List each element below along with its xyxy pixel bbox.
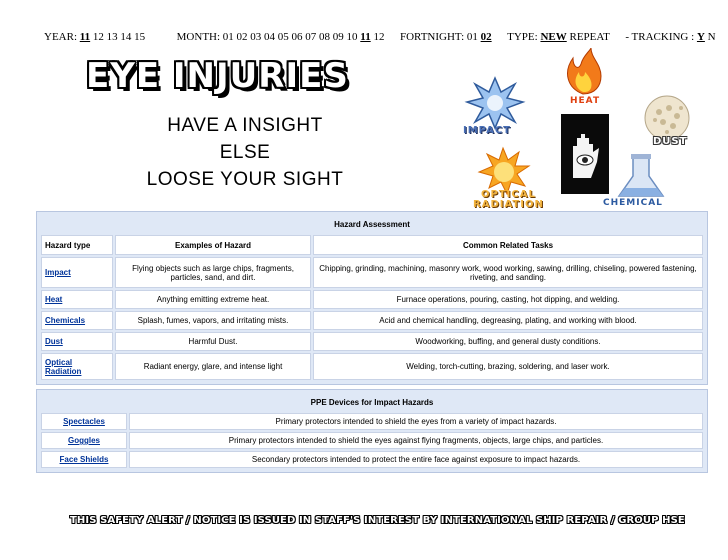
month-selected: 11 [360,31,371,43]
year-label: YEAR: [44,31,77,43]
tracking-selected: Y [696,31,705,43]
type-label: TYPE: [507,31,538,43]
month-options-after: 12 [373,31,385,43]
table-row [41,290,703,309]
hazard-example: Splash, fumes, vapors, and irritating mists. [115,311,311,330]
hazard-tasks: Furnace operations, pouring, casting, hot dipping, and welding. [313,290,703,309]
hazard-tasks: Chipping, grinding, machining, masonry work, wood working, sawing, drilling, chiseling, powered fastening, riveting, and sanding. [313,257,703,288]
ppe-link-spectacles[interactable]: Spectacles [41,413,127,430]
hazard-tasks: Welding, torch-cutting, brazing, soldering, and laser work. [313,353,703,380]
table-row [41,332,703,351]
hazard-example: Anything emitting extreme heat. [115,290,311,309]
heat-icon [568,48,601,94]
slogan-line-1: HAVE A INSIGHT [167,115,323,136]
chemical-icon [619,154,663,196]
month-label: MONTH: [176,31,221,43]
hazard-link-optical-radiation[interactable]: Optical Radiation [41,353,113,380]
fortnight-selected: 02 [480,31,492,43]
ppe-link-goggles[interactable]: Goggles [41,432,127,449]
header-tasks: Common Related Tasks [313,235,703,255]
header-hazard-type: Hazard type [41,235,113,255]
optical-radiation-icon-label [473,190,544,210]
hazard-tasks: Woodworking, buffing, and general dusty conditions. [313,332,703,351]
year-options: 12 13 14 15 [92,31,146,43]
hazard-link-dust[interactable]: Dust [41,332,113,351]
slogan-line-3: LOOSE YOUR SIGHT [146,169,344,190]
year-selected: 11 [79,31,91,43]
header-examples: Examples of Hazard [115,235,311,255]
table-row [41,432,703,449]
ppe-description: Secondary protectors intended to protect the entire face against exposure to impact hazards. [129,451,703,468]
impact-icon-label: IMPACT [463,125,511,136]
hazard-assessment-table [36,211,708,385]
table-row [41,353,703,380]
hazard-table-caption: Hazard Assessment [41,216,703,233]
optical-label-line-1: OPTICAL [481,189,536,200]
table-row [41,451,703,468]
optical-label-line-2: RADIATION [473,199,544,210]
chemical-icon-label: CHEMICAL [603,198,663,208]
ppe-description: Primary protectors intended to shield the eyes against flying fragments, objects, large chips, and particles. [129,432,703,449]
page-title: EYE INJURIES [86,56,349,96]
type-selected: NEW [540,31,567,43]
slogan-line-2: ELSE [219,142,271,163]
fortnight-options: 01 [466,31,478,43]
table-row [41,257,703,288]
hazard-icons [455,48,700,213]
tracking-meta-line [44,31,720,43]
hazard-link-chemicals[interactable]: Chemicals [41,311,113,330]
slogan [110,112,380,193]
dust-icon-label: DUST [653,136,688,147]
type-options: REPEAT [569,31,610,43]
hazard-tasks: Acid and chemical handling, degreasing, plating, and working with blood. [313,311,703,330]
hazard-example: Harmful Dust. [115,332,311,351]
hazard-link-impact[interactable]: Impact [41,257,113,288]
table-row [41,311,703,330]
table-row [41,413,703,430]
hazard-example: Radiant energy, glare, and intense light [115,353,311,380]
fortnight-label: FORTNIGHT: [399,31,465,43]
tracking-label: - TRACKING : [625,31,695,43]
dust-icon [645,96,689,140]
hazard-example: Flying objects such as large chips, fragments, particles, sand, and dirt. [115,257,311,288]
footer-notice: THIS SAFETY ALERT / NOTICE IS ISSUED IN STAFF'S INTEREST BY INTERNATIONAL SHIP REPAIR / GROUP HSE [70,515,685,526]
optical-radiation-icon [479,148,529,194]
eye-hand-icon [561,114,609,194]
ppe-description: Primary protectors intended to shield the eyes from a variety of impact hazards. [129,413,703,430]
ppe-table-caption: PPE Devices for Impact Hazards [41,394,703,411]
ppe-link-face-shields[interactable]: Face Shields [41,451,127,468]
month-options-before: 01 02 03 04 05 06 07 08 09 10 [222,31,358,43]
tracking-options: N [707,31,716,43]
ppe-devices-table [36,389,708,473]
heat-icon-label: HEAT [570,96,601,106]
hazard-link-heat[interactable]: Heat [41,290,113,309]
impact-icon [467,78,523,128]
